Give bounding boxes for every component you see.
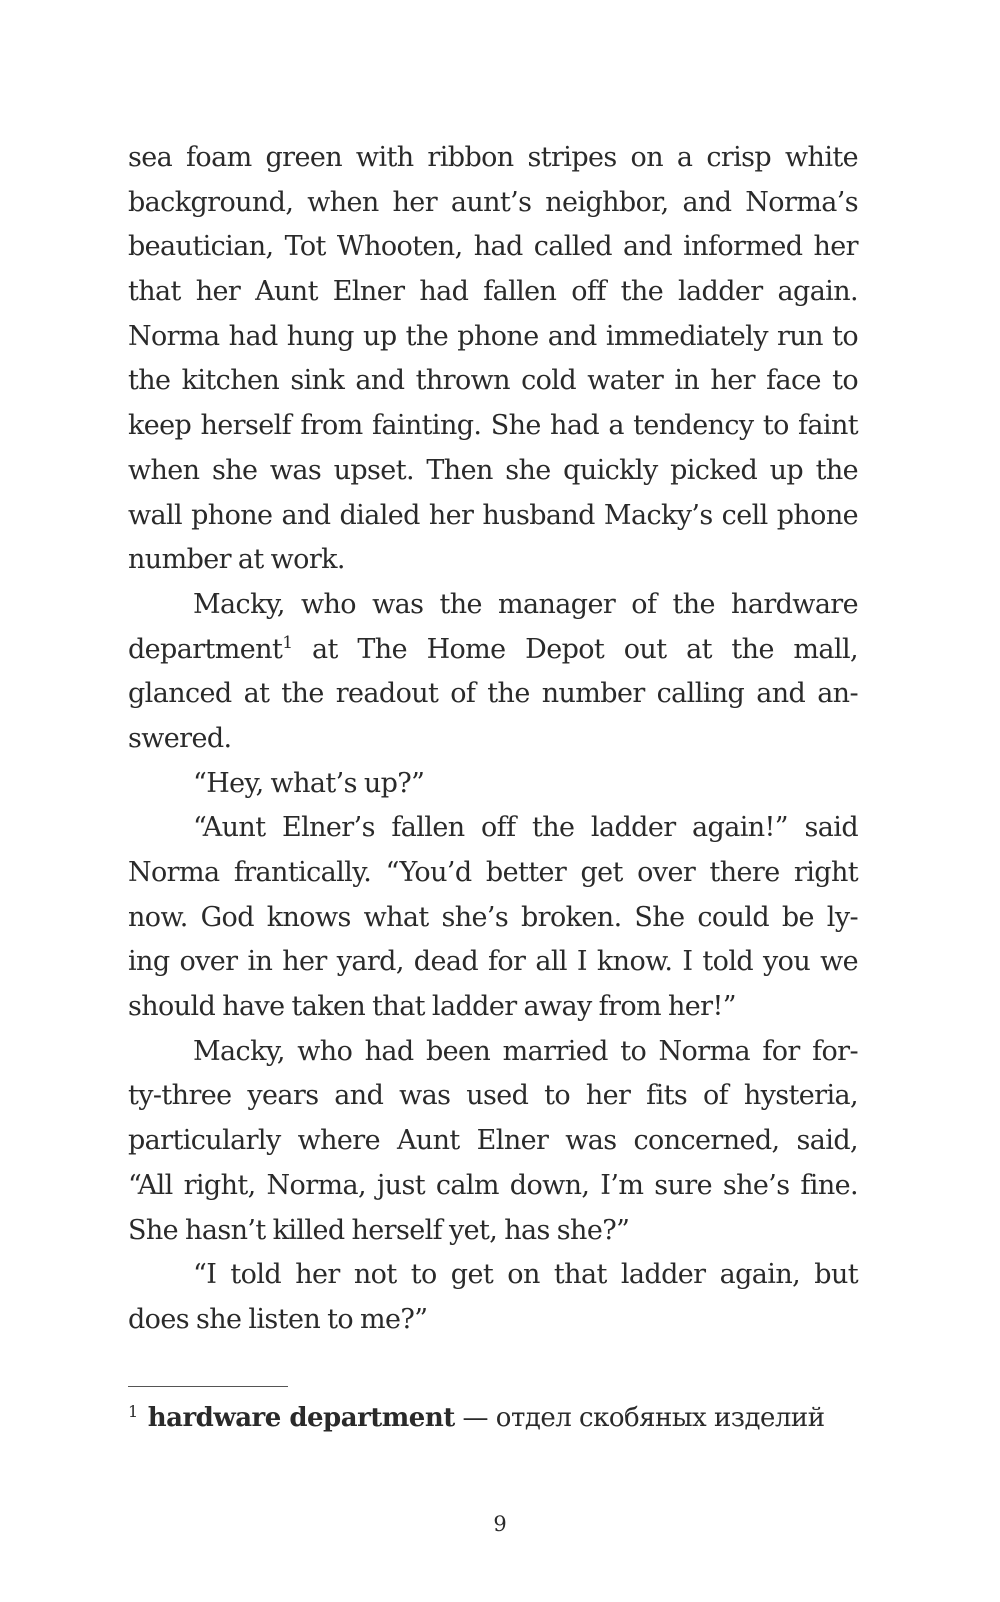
text-line-content: sea foam green with ribbon stripes on a crisp white <box>128 142 858 173</box>
text-line <box>128 940 858 985</box>
footnote-separator <box>128 1386 288 1387</box>
text-line-content: particularly where Aunt Elner was concerned, said, <box>128 1125 858 1157</box>
text-line-content: when she was upset. Then she quickly picked up the <box>128 454 858 486</box>
text-line <box>128 538 858 583</box>
text-line <box>128 717 858 762</box>
text-line <box>128 1119 858 1164</box>
text-line <box>128 1209 858 1254</box>
text-line <box>128 136 858 181</box>
text-line <box>128 315 858 360</box>
body-text <box>128 136 858 1343</box>
text-line-continuation: at The Home Depot out at the mall, <box>292 633 858 665</box>
text-line-content: Norma frantically. “You’d better get over there right <box>128 857 858 888</box>
text-line-content: wall phone and dialed her husband Macky’s cell phone <box>128 499 858 531</box>
text-line <box>128 672 858 717</box>
text-line <box>128 806 858 851</box>
text-line <box>128 762 858 807</box>
text-line-content: swered. <box>128 722 232 754</box>
text-line <box>128 270 858 315</box>
footnote-term: hardware department <box>147 1403 455 1433</box>
text-line-content: “I told her not to get on that ladder again, but <box>193 1259 858 1291</box>
text-line <box>128 583 858 628</box>
text-line-content: glanced at the readout of the number calling and an- <box>128 678 858 710</box>
text-line-content: ty-three years and was used to her fits of hysteria, <box>128 1080 858 1112</box>
text-line <box>128 181 858 226</box>
text-line <box>128 359 858 404</box>
text-line <box>128 1164 858 1209</box>
text-line-content: “All right, Norma, just calm down, I’m sure she’s fine. <box>128 1169 858 1201</box>
text-line-content: “Hey, what’s up?” <box>193 767 425 799</box>
text-line-content: beautician, Tot Whooten, had called and informed her <box>128 231 858 263</box>
text-line <box>128 851 858 896</box>
text-line <box>128 404 858 449</box>
text-line-content: She hasn’t killed herself yet, has she?” <box>128 1214 630 1246</box>
text-line <box>128 896 858 941</box>
text-line <box>128 1253 858 1298</box>
text-line-content: keep herself from fainting. She had a tendency to faint <box>128 410 858 442</box>
text-line-content: the kitchen sink and thrown cold water in her face to <box>128 365 858 397</box>
text-line-content: background, when her aunt’s neighbor, and Norma’s <box>128 186 858 218</box>
text-line-content: ing over in her yard, dead for all I know. I told you we <box>128 946 858 978</box>
text-line-content: “Aunt Elner’s fallen off the ladder again!” said <box>193 812 858 844</box>
text-line-content: should have taken that ladder away from her!” <box>128 991 736 1023</box>
text-line-content: now. God knows what she’s broken. She could be ly- <box>128 901 858 933</box>
text-line <box>128 225 858 270</box>
text-line-content: Norma had hung up the phone and immediately run to <box>128 320 858 352</box>
text-line <box>128 449 858 494</box>
text-line <box>128 1030 858 1075</box>
footnote-reference[interactable]: 1 <box>282 632 293 653</box>
text-line-content: number at work. <box>128 544 345 576</box>
text-line <box>128 494 858 539</box>
text-line-content: Macky, who had been married to Norma for for- <box>193 1035 858 1067</box>
text-line <box>128 1298 858 1343</box>
text-line-content: department <box>128 633 283 665</box>
text-line-content: that her Aunt Elner had fallen off the ladder again. <box>128 276 858 308</box>
text-line <box>128 1074 858 1119</box>
footnote-number: 1 <box>128 1402 138 1421</box>
page-number: 9 <box>493 1512 507 1536</box>
text-line <box>128 628 858 673</box>
text-line-content: does she listen to me?” <box>128 1303 428 1335</box>
footnote <box>128 1400 825 1436</box>
text-line <box>128 985 858 1030</box>
footnote-definition: — отдел скобяных изделий <box>454 1403 825 1433</box>
text-line-content: Macky, who was the manager of the hardware <box>193 588 858 620</box>
